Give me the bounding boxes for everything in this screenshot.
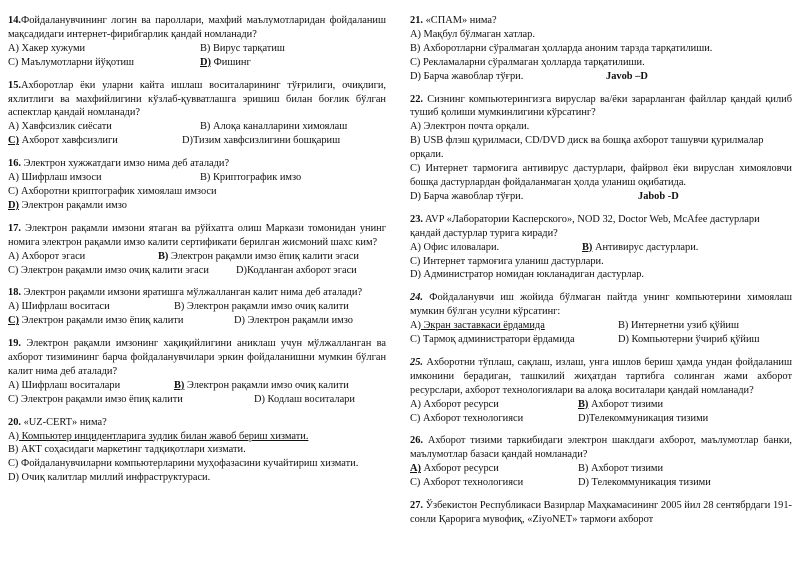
option-b[interactable]: B) Вирус тарқатиш	[200, 42, 285, 54]
option-d[interactable]: D)Телекоммуникация тизими	[578, 412, 709, 424]
options-row	[8, 264, 386, 278]
options-row	[8, 393, 386, 407]
option-c[interactable]: C) Тармоқ администратори ёрдамида	[410, 334, 575, 346]
options-row	[410, 70, 792, 84]
question-16	[8, 157, 386, 213]
option-a[interactable]: А) Шифрлаш воситаси	[8, 301, 110, 313]
question-number: 15.	[8, 79, 21, 91]
question-21	[410, 14, 792, 84]
question-27	[410, 499, 792, 527]
question-text: 26. Ахборот тизими таркибидаги электрон шаклдаги ахборот, маълумотлар банки, маълумотлар базаси қандай номланади?	[410, 435, 792, 461]
option-b[interactable]: B) Криптографик имзо	[200, 172, 302, 184]
option-d[interactable]: D) Компьютерни ўчириб қўйиш	[618, 334, 760, 346]
question-number: 23.	[410, 213, 423, 225]
options-row	[8, 120, 386, 134]
option-c[interactable]: C) Ахборот хавфсизлиги	[8, 135, 118, 147]
option-d[interactable]: D) Телекоммуникация тизими	[578, 477, 711, 489]
option-c[interactable]: C) Электрон рақамли имзо очиқ калити эгаси	[8, 264, 209, 276]
question-14	[8, 14, 386, 70]
options-row	[410, 412, 792, 426]
correct-answer-marker: А)	[410, 463, 421, 475]
option-a[interactable]: А) Электрон почта орқали.	[410, 121, 530, 133]
options-row	[410, 241, 792, 255]
correct-answer-marker: D)	[200, 56, 211, 68]
options-row	[410, 190, 792, 204]
option-a[interactable]: А) Шифрлаш воситалари	[8, 379, 121, 391]
question-text: 21. «СПАМ» нима?	[410, 15, 497, 26]
question-text: 16. Электрон хужжатдаги имзо нима деб аталади?	[8, 158, 230, 170]
option-b[interactable]: B) Ахборотларни сўралмаган ҳолларда аноним тарзда тарқатилиши.	[410, 42, 713, 54]
option-d[interactable]: D) Электрон рақамли имзо	[8, 199, 127, 211]
option-b[interactable]: B) Интернетни узиб қўйиш	[618, 320, 739, 332]
question-text: 20. «UZ-CERT» нима?	[8, 416, 107, 428]
question-number: 18.	[8, 287, 21, 299]
question-17	[8, 222, 386, 278]
options-row	[8, 56, 386, 70]
answer-key: Jabob -D	[638, 190, 679, 202]
correct-answer-marker: B)	[174, 379, 185, 391]
question-text: 18. Электрон рақамли имзони яратишга мўлжалланган калит нима деб аталади?	[8, 287, 363, 299]
options-row	[410, 333, 792, 347]
question-number: 26.	[410, 435, 423, 447]
right-column	[410, 14, 792, 536]
question-25	[410, 356, 792, 426]
correct-answer-marker: C)	[8, 135, 19, 147]
question-number: 27.	[410, 500, 423, 512]
question-text: 22. Сизнинг компьютерингизга вируслар ва/ёки зарарланган файллар қандай қилиб тушиб қолиши мумкинлигини кўрсатинг?	[410, 93, 792, 119]
option-c[interactable]: C) Электрон рақамли имзо ёпиқ калити	[8, 315, 184, 327]
options-row	[8, 379, 386, 393]
question-number: 22.	[410, 93, 423, 105]
question-text: 15.Ахборотлар ёки уларни кайта ишлаш воситаларининг тўғрилиги, очиқлиги, яхлитлиги ва махфийлигини кўзлаб-қувватлашга эришиш билан боғлик бўлган аспектлар қандай номланади?	[8, 79, 386, 119]
option-d[interactable]: D)Тизим хавфсизлигини бошқариш	[182, 135, 341, 147]
option-a[interactable]: А) Хакер хужуми	[8, 42, 86, 54]
options-row	[410, 319, 792, 333]
option-c[interactable]: C) Ахборот технологияси	[410, 412, 524, 424]
question-number: 19.	[8, 338, 21, 350]
option-b[interactable]: B) Ахборот тизими	[578, 398, 664, 410]
question-text: 19. Электрон рақамли имзонинг хақиқийлигини аниклаш учун мўлжалланган ва ахборот тизимининг барча фойдаланувчилари эркин фойдаланишни мумкин бўлган калит нима деб аталади?	[8, 338, 386, 377]
question-18	[8, 286, 386, 328]
option-b[interactable]: B) Электрон рақамли имзо очиқ калити	[174, 301, 349, 313]
question-text: 14.Фойдаланувчининг логин ва пароллари, махфий маълумотларидан фойдаланиш мақсадидаги интернет-фирибгарлик қандай номланади?	[8, 15, 386, 40]
option-c[interactable]: C) Интернет тармоғига антивирус дастурлари, файрвол ёки вируслан химояловчи бошқа дастурлардан фойдаланмаган ҳолда уланиш оқибатида.	[410, 163, 792, 188]
option-b[interactable]: B) Электрон рақамли имзо очиқ калити	[174, 379, 349, 391]
correct-answer-marker: А)	[8, 430, 19, 442]
options-row	[8, 171, 386, 185]
question-number: 24.	[410, 292, 423, 304]
option-d[interactable]: D) Электрон рақамли имзо	[234, 315, 353, 327]
question-26	[410, 434, 792, 490]
options-row	[8, 134, 386, 148]
question-text: 17. Электрон рақамли имзони ятаган ва рўйхатга олиш Маркази томонидан унинг номига электрон рақамли имзо калити сертификати берилган жисмоний шахс ким?	[8, 222, 386, 248]
question-number: 16.	[8, 158, 21, 170]
option-d[interactable]: D)Кодланган ахборот эгаси	[236, 264, 357, 276]
option-b[interactable]: B) Ахборот тизими	[578, 463, 664, 475]
question-number: 20.	[8, 416, 21, 428]
option-d[interactable]: D) Барча жавоблар тўғри.	[410, 190, 524, 202]
option-b[interactable]: B) Электрон рақамли имзо ёпиқ калити эгаси	[158, 250, 359, 262]
correct-answer-marker: B)	[582, 241, 593, 253]
option-c[interactable]: C) Интернет тармоғига уланиш дастурлари.	[410, 255, 604, 267]
options-row	[410, 476, 792, 490]
option-a[interactable]: А) Офис иловалари.	[410, 241, 500, 253]
options-row	[410, 398, 792, 412]
question-text: 23. AVP «Лаборатории Касперского», NOD 32, Doctor Web, McAfee дастурлари қандай дастурлар турига киради?	[410, 213, 760, 239]
question-number: 21.	[410, 15, 423, 26]
option-c[interactable]: C) Маълумотларни йўқотиш	[8, 56, 135, 68]
correct-answer-marker: А)	[410, 320, 421, 332]
left-column	[8, 14, 386, 494]
option-d[interactable]: D) Очиқ калитлар миллий инфраструктураси.	[8, 472, 211, 484]
option-a[interactable]: А) Экран заставкаси ёрдамида	[410, 320, 545, 332]
option-a[interactable]: А) Ахборот ресурси	[410, 463, 499, 475]
option-c[interactable]: C) Электрон рақамли имзо ёпиқ калити	[8, 393, 183, 405]
option-a[interactable]: А) Хавфсизлик сиёсати	[8, 121, 112, 133]
question-number: 25.	[410, 356, 423, 368]
option-b[interactable]: B) Антивирус дастурлари.	[582, 241, 699, 253]
question-text: 27. Ўзбекистон Республикаси Вазирлар Маҳкамасининг 2005 йил 28 сентябрдаги 191-сонли Қарорига мувофиқ, «ZiyoNET» тармоғи ахборот	[410, 500, 792, 525]
option-d[interactable]: D) Кодлаш воситалари	[254, 393, 355, 405]
correct-answer-marker: B)	[158, 250, 169, 262]
options-row	[8, 300, 386, 314]
question-text: 25. Ахборотни тўплаш, сақлаш, излаш, унга ишлов бериш ҳамда ундан фойдаланиш имконини берадиган, ташкилий жиҳатдан тартибга солинган жами ахборот ресурслари, ахборот технологиялари ва алоқа воситалари қандай номланади?	[410, 356, 792, 396]
question-20	[8, 416, 386, 486]
question-23	[410, 213, 792, 283]
option-c[interactable]: C) Ахборотни криптографик химоялаш имзоси	[8, 185, 217, 197]
options-row	[8, 42, 386, 56]
correct-answer-marker: D)	[8, 199, 19, 211]
question-24	[410, 291, 792, 347]
answer-key: Javob –D	[606, 70, 648, 82]
options-row	[8, 250, 386, 264]
options-row	[410, 462, 792, 476]
question-text: 24. Фойдаланувчи иш жойида бўлмаган пайтда унинг компьютерини химоялаш мумкин бўлган усулни кўрсатинг:	[410, 292, 792, 318]
option-a[interactable]: А) Ахборот эгаси	[8, 250, 86, 262]
option-c[interactable]: C) Фойдаланувчиларни компьютерларини муҳофазасини кучайтириш хизмати.	[8, 458, 359, 470]
question-number: 14.	[8, 15, 21, 26]
option-a[interactable]: А) Шифрлаш имзоси	[8, 172, 102, 184]
correct-answer-marker: B)	[578, 398, 589, 410]
correct-answer-marker: C)	[8, 315, 19, 327]
option-b[interactable]: B) USB флэш қурилмаси, CD/DVD диск ва бошқа ахборот ташувчи қурилмалар орқали.	[410, 135, 764, 161]
question-22	[410, 93, 792, 204]
option-a[interactable]: А) Ахборот ресурси	[410, 398, 499, 410]
option-d[interactable]: D) Администратор номидан юкланадиган дастурлар.	[410, 269, 644, 281]
option-c[interactable]: C) Ахборот технологияси	[410, 477, 524, 489]
option-b[interactable]: B) АКТ соҳасидаги маркетинг тадқиқотлари хизмати.	[8, 444, 246, 456]
question-number: 17.	[8, 222, 21, 234]
option-d[interactable]: D) Фишинг	[200, 56, 251, 68]
option-d[interactable]: D) Барча жавоблар тўғри.	[410, 70, 524, 82]
option-a[interactable]: А) Компьютер инцидентларига зудлик билан жавоб бериш хизмати.	[8, 430, 309, 442]
option-a[interactable]: А) Мақбул бўлмаган хатлар.	[410, 28, 535, 40]
options-row	[8, 314, 386, 328]
question-15	[8, 79, 386, 149]
question-19	[8, 337, 386, 407]
option-c[interactable]: C) Рекламаларни сўралмаган ҳолларда тарқатилиши.	[410, 56, 645, 68]
option-b[interactable]: B) Алоқа каналларини химоялаш	[200, 121, 348, 133]
